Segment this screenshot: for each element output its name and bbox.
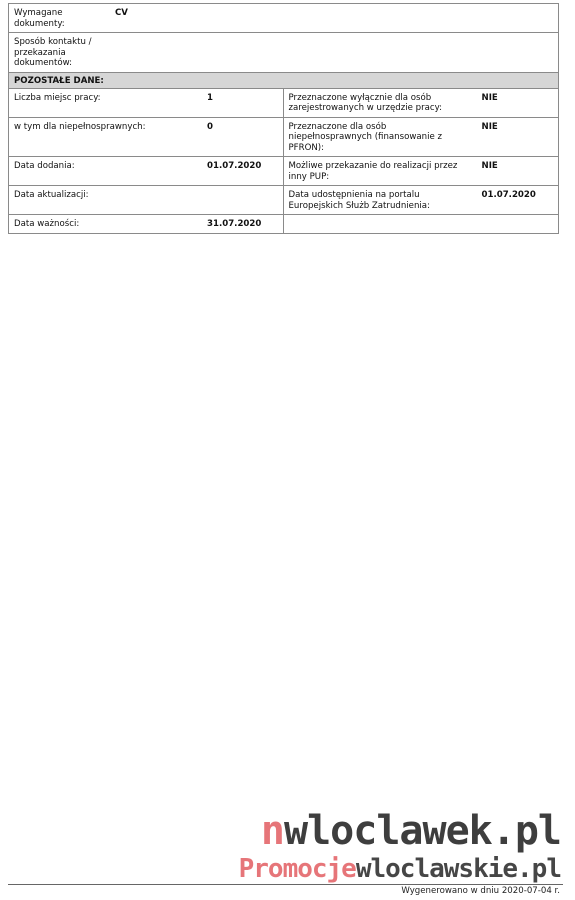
row-label: Data aktualizacji: [14, 190, 89, 200]
row-label [284, 215, 477, 233]
row-value [202, 186, 283, 214]
row-left [9, 118, 284, 157]
row-value [477, 215, 559, 233]
table-row [9, 89, 558, 117]
row-value: NIE [481, 92, 498, 103]
row-right [284, 157, 559, 185]
watermark-text: wloclawskie.pl [355, 854, 561, 884]
row-right [284, 186, 559, 214]
row-label: Możliwe przekazanie do realizacji przez inny PUP: [288, 161, 458, 182]
contact-row [9, 32, 558, 72]
table-row [9, 156, 558, 185]
row-value: 31.07.2020 [207, 219, 262, 229]
contact-label: Sposób kontaktu / przekazania dokumentów: [14, 37, 92, 68]
watermark-logo-secondary [239, 854, 561, 884]
row-left [9, 215, 284, 233]
row-label: Data udostępnienia na portalu Europejskich Służb Zatrudnienia: [288, 190, 430, 211]
generated-date: Wygenerowano w dniu 2020-07-04 r. [401, 886, 560, 896]
row-value: 0 [207, 121, 213, 132]
row-label: Data ważności: [14, 219, 80, 229]
row-value: 01.07.2020 [207, 161, 262, 171]
watermark-accent: Promocje [238, 854, 356, 884]
row-label: w tym dla niepełnosprawnych: [14, 121, 146, 132]
row-value: 1 [207, 92, 213, 103]
row-label: Przeznaczone wyłącznie dla osób zarejestrowanych w urzędzie pracy: [288, 92, 443, 113]
watermark-text: wloclawek.pl [284, 808, 561, 854]
row-value: NIE [481, 161, 498, 171]
row-left [9, 89, 284, 117]
contact-value [110, 33, 558, 72]
table-row [9, 185, 558, 214]
section-title: POZOSTAŁE DANE: [9, 72, 558, 89]
row-label: Przeznaczone dla osób niepełnosprawnych (finansowanie z PFRON): [288, 121, 443, 153]
row-right [284, 118, 559, 157]
watermark-accent: n [260, 808, 285, 854]
required-docs-row [9, 4, 558, 32]
required-docs-label: Wymagane dokumenty: [14, 8, 65, 29]
row-left [9, 157, 284, 185]
row-left [9, 186, 284, 214]
table-row [9, 117, 558, 157]
row-value: NIE [481, 121, 498, 132]
watermark-logo-primary [261, 808, 561, 854]
row-right [284, 89, 559, 117]
required-docs-value: CV [115, 8, 128, 18]
footer-divider [8, 884, 563, 885]
details-box [8, 3, 559, 234]
row-value: 01.07.2020 [481, 190, 536, 200]
details-table [8, 3, 559, 234]
row-label: Data dodania: [14, 161, 75, 171]
row-label: Liczba miejsc pracy: [14, 92, 101, 103]
table-row [9, 214, 558, 233]
row-right [284, 215, 559, 233]
